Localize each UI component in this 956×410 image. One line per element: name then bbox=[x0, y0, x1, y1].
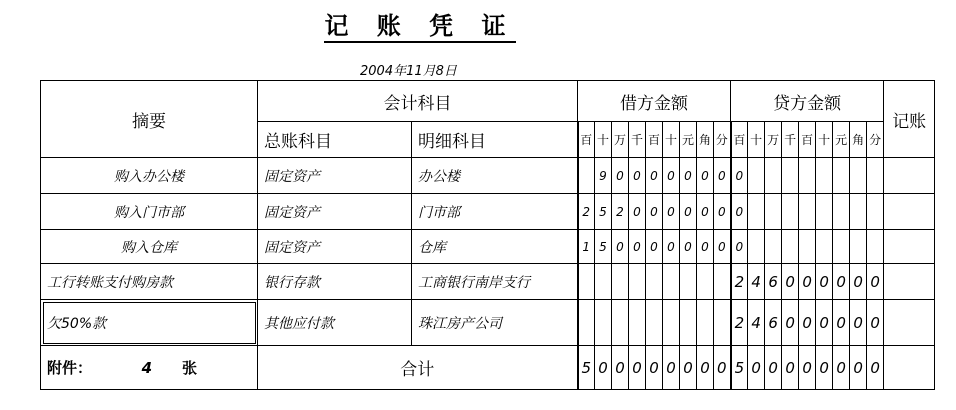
credit-digit[interactable]: 4 bbox=[748, 264, 765, 300]
credit-unit-6: 元 bbox=[833, 122, 850, 158]
attachment-label: 附件： bbox=[47, 359, 93, 377]
credit-digit[interactable] bbox=[765, 194, 782, 230]
debit-unit-8: 分 bbox=[714, 122, 731, 158]
credit-digit[interactable]: 0 bbox=[731, 158, 748, 194]
credit-digit[interactable] bbox=[816, 158, 833, 194]
credit-digit[interactable]: 0 bbox=[833, 300, 850, 346]
general-account-cell[interactable]: 其他应付款 bbox=[258, 300, 412, 346]
debit-digit[interactable] bbox=[680, 264, 697, 300]
debit-digit[interactable] bbox=[629, 264, 646, 300]
debit-total-digit[interactable]: 0 bbox=[612, 346, 629, 390]
debit-digit[interactable]: 0 bbox=[697, 194, 714, 230]
debit-digit[interactable] bbox=[595, 264, 612, 300]
debit-digit[interactable] bbox=[629, 300, 646, 346]
credit-digit[interactable]: 0 bbox=[799, 264, 816, 300]
general-account-cell[interactable]: 银行存款 bbox=[258, 264, 412, 300]
voucher-table bbox=[40, 80, 935, 390]
voucher-date: 2004年11月8日 bbox=[360, 64, 457, 79]
debit-total-digit[interactable]: 0 bbox=[629, 346, 646, 390]
debit-unit-1: 十 bbox=[595, 122, 612, 158]
attachment-cell bbox=[41, 346, 258, 390]
credit-digit[interactable] bbox=[867, 158, 884, 194]
debit-digit[interactable]: 2 bbox=[612, 194, 629, 230]
detail-account-cell[interactable]: 仓库 bbox=[412, 230, 578, 264]
header-general: 总账科目 bbox=[258, 122, 412, 158]
table-row bbox=[41, 300, 935, 346]
debit-digit[interactable]: 0 bbox=[714, 158, 731, 194]
posted-total-cell[interactable] bbox=[884, 346, 935, 390]
debit-digit[interactable]: 5 bbox=[595, 194, 612, 230]
credit-digit[interactable]: 0 bbox=[850, 300, 867, 346]
table-row bbox=[41, 158, 935, 194]
debit-digit[interactable]: 0 bbox=[697, 158, 714, 194]
credit-digit[interactable] bbox=[799, 194, 816, 230]
debit-digit[interactable]: 0 bbox=[663, 158, 680, 194]
credit-total-digit[interactable]: 0 bbox=[799, 346, 816, 390]
summary-cell[interactable]: 购入办公楼 bbox=[41, 158, 258, 194]
debit-digit[interactable] bbox=[578, 264, 595, 300]
credit-total-digit[interactable]: 0 bbox=[782, 346, 799, 390]
general-account-cell[interactable]: 固定资产 bbox=[258, 158, 412, 194]
credit-digit[interactable]: 0 bbox=[731, 230, 748, 264]
credit-digit[interactable]: 0 bbox=[850, 264, 867, 300]
credit-digit[interactable]: 0 bbox=[867, 300, 884, 346]
detail-account-cell[interactable]: 工商银行南岸支行 bbox=[412, 264, 578, 300]
summary-cell[interactable]: 购入门市部 bbox=[41, 194, 258, 230]
header-subject: 会计科目 bbox=[258, 81, 578, 122]
posted-cell[interactable] bbox=[884, 264, 935, 300]
credit-digit[interactable] bbox=[799, 230, 816, 264]
summary-cell[interactable]: 购入仓库 bbox=[41, 230, 258, 264]
credit-digit[interactable] bbox=[867, 194, 884, 230]
credit-unit-3: 千 bbox=[782, 122, 799, 158]
debit-digit[interactable] bbox=[663, 264, 680, 300]
debit-digit[interactable] bbox=[697, 264, 714, 300]
credit-digit[interactable]: 4 bbox=[748, 300, 765, 346]
debit-digit[interactable]: 0 bbox=[646, 230, 663, 264]
posted-cell[interactable] bbox=[884, 230, 935, 264]
debit-digit[interactable] bbox=[646, 264, 663, 300]
debit-digit[interactable] bbox=[697, 300, 714, 346]
credit-total-digit[interactable]: 0 bbox=[765, 346, 782, 390]
header-credit: 贷方金额 bbox=[731, 81, 884, 122]
debit-total-digit[interactable]: 0 bbox=[646, 346, 663, 390]
detail-account-cell[interactable]: 珠江房产公司 bbox=[412, 300, 578, 346]
debit-digit[interactable] bbox=[612, 264, 629, 300]
credit-digit[interactable]: 0 bbox=[782, 300, 799, 346]
credit-digit[interactable] bbox=[850, 194, 867, 230]
credit-digit[interactable] bbox=[833, 158, 850, 194]
debit-digit[interactable]: 5 bbox=[595, 230, 612, 264]
debit-unit-0: 百 bbox=[578, 122, 595, 158]
credit-total-digit[interactable]: 0 bbox=[748, 346, 765, 390]
debit-total-digit[interactable]: 5 bbox=[578, 346, 595, 390]
debit-digit[interactable]: 0 bbox=[680, 230, 697, 264]
total-row bbox=[41, 346, 935, 390]
credit-digit[interactable]: 6 bbox=[765, 264, 782, 300]
credit-unit-0: 百 bbox=[731, 122, 748, 158]
debit-digit[interactable] bbox=[595, 300, 612, 346]
debit-digit[interactable] bbox=[680, 300, 697, 346]
debit-total-digit[interactable]: 0 bbox=[680, 346, 697, 390]
table-row bbox=[41, 230, 935, 264]
credit-digit[interactable] bbox=[748, 230, 765, 264]
table-row bbox=[41, 264, 935, 300]
credit-digit[interactable] bbox=[816, 194, 833, 230]
credit-total-digit[interactable]: 0 bbox=[850, 346, 867, 390]
header-posted: 记账 bbox=[884, 81, 935, 158]
credit-digit[interactable]: 0 bbox=[816, 264, 833, 300]
debit-unit-5: 十 bbox=[663, 122, 680, 158]
debit-digit[interactable]: 2 bbox=[578, 194, 595, 230]
detail-account-cell[interactable]: 办公楼 bbox=[412, 158, 578, 194]
debit-digit[interactable]: 0 bbox=[663, 230, 680, 264]
header-detail: 明细科目 bbox=[412, 122, 578, 158]
credit-digit[interactable]: 0 bbox=[833, 264, 850, 300]
debit-total-digit[interactable]: 0 bbox=[714, 346, 731, 390]
debit-digit[interactable]: 0 bbox=[646, 194, 663, 230]
voucher-title: 记 账 凭 证 bbox=[0, 6, 840, 41]
header-summary: 摘要 bbox=[41, 81, 258, 158]
debit-digit[interactable]: 0 bbox=[646, 158, 663, 194]
general-account-cell[interactable]: 固定资产 bbox=[258, 194, 412, 230]
credit-digit[interactable] bbox=[833, 230, 850, 264]
credit-digit[interactable]: 6 bbox=[765, 300, 782, 346]
general-account-cell[interactable]: 固定资产 bbox=[258, 230, 412, 264]
credit-digit[interactable]: 0 bbox=[816, 300, 833, 346]
debit-digit[interactable] bbox=[578, 300, 595, 346]
credit-digit[interactable]: 0 bbox=[867, 264, 884, 300]
credit-digit[interactable] bbox=[799, 158, 816, 194]
credit-digit[interactable] bbox=[748, 194, 765, 230]
credit-unit-7: 角 bbox=[850, 122, 867, 158]
posted-cell[interactable] bbox=[884, 158, 935, 194]
attachment-unit: 张 bbox=[182, 359, 198, 377]
credit-digit[interactable] bbox=[850, 230, 867, 264]
credit-digit[interactable] bbox=[816, 230, 833, 264]
debit-digit[interactable]: 0 bbox=[714, 194, 731, 230]
debit-digit[interactable]: 1 bbox=[578, 230, 595, 264]
credit-digit[interactable] bbox=[765, 158, 782, 194]
debit-unit-7: 角 bbox=[697, 122, 714, 158]
credit-digit[interactable] bbox=[748, 158, 765, 194]
summary-cell[interactable]: 欠50%款 bbox=[41, 300, 258, 346]
debit-digit[interactable]: 0 bbox=[663, 194, 680, 230]
debit-digit[interactable]: 0 bbox=[629, 230, 646, 264]
debit-digit[interactable]: 0 bbox=[629, 194, 646, 230]
debit-digit[interactable]: 0 bbox=[680, 194, 697, 230]
debit-digit[interactable] bbox=[646, 300, 663, 346]
debit-digit[interactable]: 0 bbox=[612, 230, 629, 264]
table-row bbox=[41, 194, 935, 230]
credit-unit-1: 十 bbox=[748, 122, 765, 158]
credit-digit[interactable]: 2 bbox=[731, 264, 748, 300]
credit-digit[interactable] bbox=[867, 230, 884, 264]
credit-total-digit[interactable]: 0 bbox=[816, 346, 833, 390]
debit-digit[interactable]: 0 bbox=[612, 158, 629, 194]
credit-digit[interactable] bbox=[850, 158, 867, 194]
debit-digit[interactable] bbox=[663, 300, 680, 346]
credit-digit[interactable]: 0 bbox=[782, 264, 799, 300]
credit-digit[interactable] bbox=[765, 230, 782, 264]
header-debit: 借方金额 bbox=[578, 81, 731, 122]
posted-cell[interactable] bbox=[884, 194, 935, 230]
credit-digit[interactable] bbox=[782, 230, 799, 264]
debit-unit-4: 百 bbox=[646, 122, 663, 158]
debit-digit[interactable] bbox=[714, 300, 731, 346]
credit-digit[interactable] bbox=[782, 158, 799, 194]
debit-total-digit[interactable]: 0 bbox=[595, 346, 612, 390]
summary-cell[interactable]: 工行转账支付购房款 bbox=[41, 264, 258, 300]
credit-total-digit[interactable]: 0 bbox=[867, 346, 884, 390]
credit-digit[interactable]: 2 bbox=[731, 300, 748, 346]
debit-digit[interactable] bbox=[578, 158, 595, 194]
debit-unit-2: 万 bbox=[612, 122, 629, 158]
credit-digit[interactable]: 0 bbox=[799, 300, 816, 346]
debit-digit[interactable] bbox=[714, 264, 731, 300]
credit-digit[interactable] bbox=[833, 194, 850, 230]
debit-digit[interactable]: 0 bbox=[697, 230, 714, 264]
debit-unit-3: 千 bbox=[629, 122, 646, 158]
credit-unit-2: 万 bbox=[765, 122, 782, 158]
debit-digit[interactable]: 0 bbox=[629, 158, 646, 194]
credit-unit-5: 十 bbox=[816, 122, 833, 158]
debit-total-digit[interactable]: 0 bbox=[697, 346, 714, 390]
credit-unit-8: 分 bbox=[867, 122, 884, 158]
posted-cell[interactable] bbox=[884, 300, 935, 346]
credit-total-digit[interactable]: 5 bbox=[731, 346, 748, 390]
debit-unit-6: 元 bbox=[680, 122, 697, 158]
detail-account-cell[interactable]: 门市部 bbox=[412, 194, 578, 230]
credit-digit[interactable] bbox=[782, 194, 799, 230]
debit-digit[interactable] bbox=[612, 300, 629, 346]
total-label: 合计 bbox=[258, 346, 578, 390]
debit-digit[interactable]: 0 bbox=[680, 158, 697, 194]
credit-digit[interactable]: 0 bbox=[731, 194, 748, 230]
credit-total-digit[interactable]: 0 bbox=[833, 346, 850, 390]
debit-digit[interactable]: 0 bbox=[714, 230, 731, 264]
debit-total-digit[interactable]: 0 bbox=[663, 346, 680, 390]
attachment-count[interactable]: 4 bbox=[141, 359, 153, 377]
credit-unit-4: 百 bbox=[799, 122, 816, 158]
debit-digit[interactable]: 9 bbox=[595, 158, 612, 194]
